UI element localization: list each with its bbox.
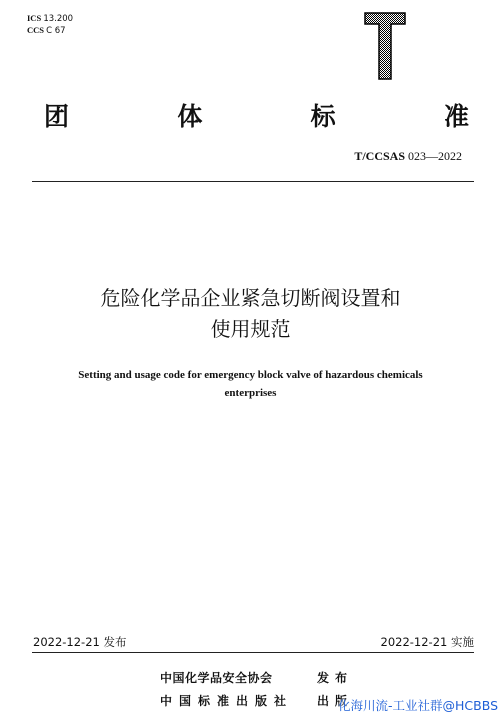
ics-code xyxy=(27,13,73,25)
t-logo-icon xyxy=(364,12,406,80)
standard-t-logo xyxy=(364,12,406,80)
english-title xyxy=(20,366,481,402)
standard-code-number: 023—2022 xyxy=(408,149,462,163)
heading-char: 团 xyxy=(44,102,70,131)
watermark-text: 化海川流-工业社群@HCBBS xyxy=(338,698,499,713)
heading-char: 准 xyxy=(443,102,469,131)
press-action: 出版 xyxy=(317,694,354,708)
ics-label: ICS xyxy=(27,13,42,23)
publisher-action: 发布 xyxy=(317,671,354,685)
publisher-org: 中国化学品安全协会 xyxy=(160,671,273,685)
classification-codes xyxy=(27,13,73,37)
standard-code-prefix: T/CCSAS xyxy=(354,149,405,163)
ccs-label: CCS xyxy=(27,25,45,35)
english-title-line: Setting and usage code for emergency block valve of hazardous chemicals xyxy=(78,369,423,381)
press-name: 中国标准出版社 xyxy=(160,694,294,708)
header-divider xyxy=(32,181,474,182)
ccs-code xyxy=(27,25,73,37)
heading-char: 标 xyxy=(310,102,336,131)
chinese-title xyxy=(0,283,501,345)
english-title-line: enterprises xyxy=(224,387,277,399)
standard-code xyxy=(354,149,462,164)
ics-value: 13.200 xyxy=(43,14,74,24)
ccs-value: C 67 xyxy=(46,26,66,36)
chinese-title-line: 使用规范 xyxy=(210,317,291,341)
heading-char: 体 xyxy=(177,102,203,131)
implementation-date: 2022-12-21 实施 xyxy=(380,635,474,649)
issue-date: 2022-12-21 发布 xyxy=(33,635,127,649)
standard-type-heading xyxy=(44,98,469,132)
chinese-title-line: 危险化学品企业紧急切断阀设置和 xyxy=(100,286,401,310)
footer-divider xyxy=(32,652,474,653)
